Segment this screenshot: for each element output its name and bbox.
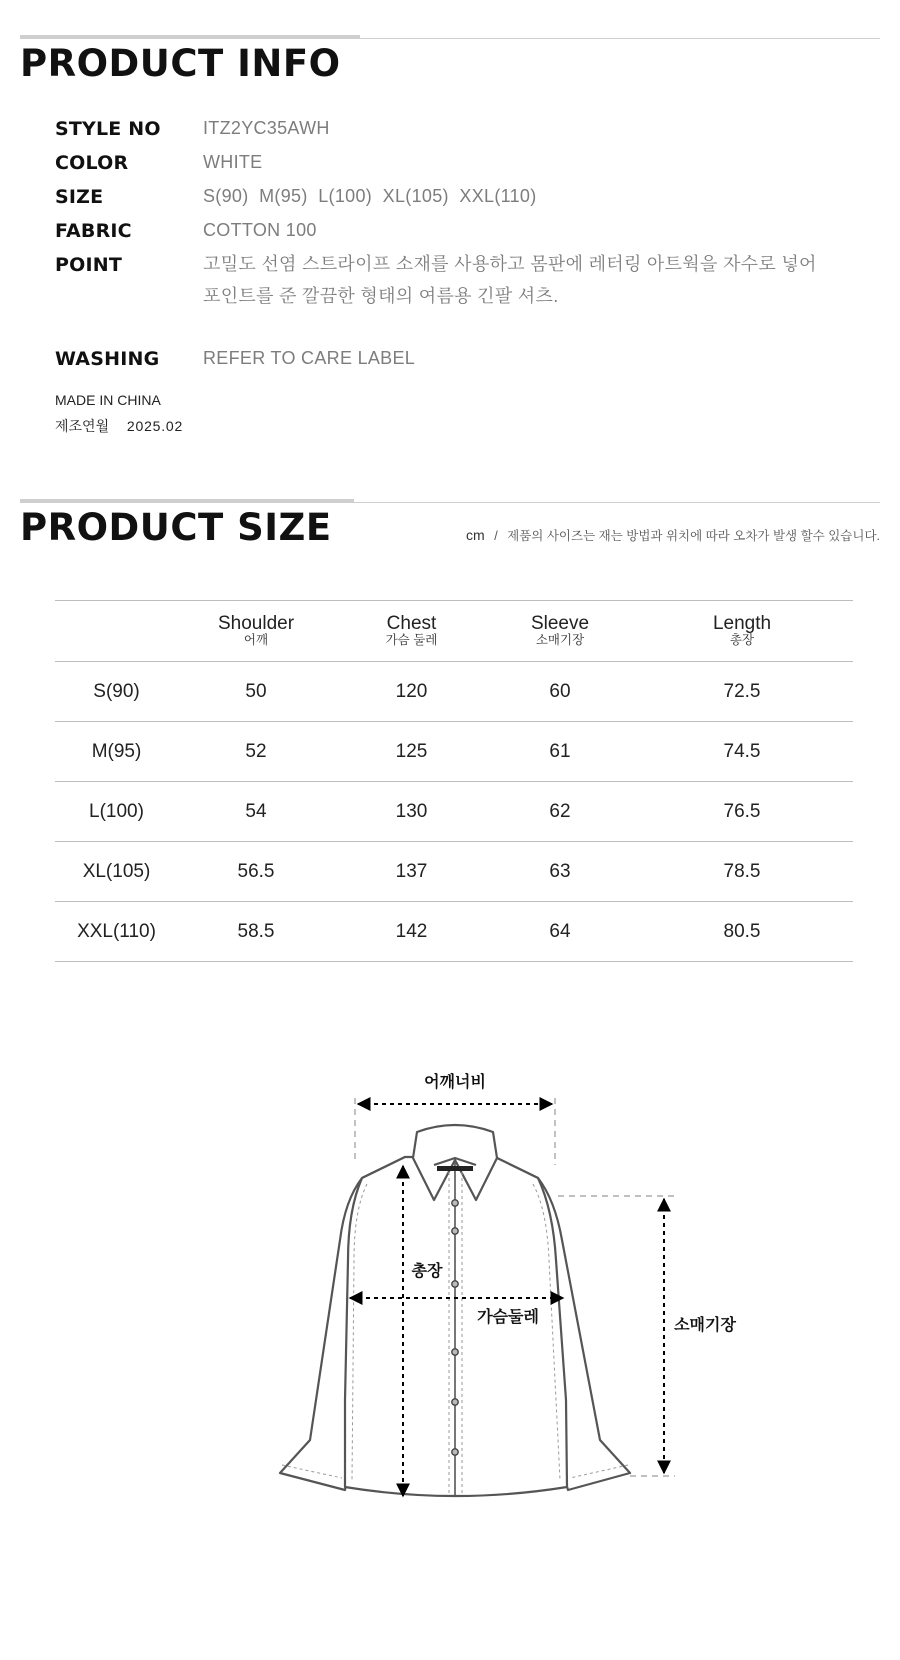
value-cell: 137 [334,842,489,902]
button-dot [452,1228,458,1234]
value-cell: 63 [489,842,631,902]
value-cell: 120 [334,662,489,722]
value-cell: 52 [178,722,334,782]
size-title-accent-bar [20,499,354,503]
table-row [55,662,853,722]
value-cell: 58.5 [178,902,334,962]
header-en: Length [712,613,772,634]
header-ko: 총장 [729,633,755,647]
info-value: COTTON 100 [203,220,317,240]
info-value-point [203,248,817,312]
size-cell: L(100) [55,782,178,842]
value-cell: 142 [334,902,489,962]
header-chest [334,601,489,662]
note-separator: / [494,529,498,543]
size-cell: M(95) [55,722,178,782]
value-cell: 64 [489,902,631,962]
table-row [55,782,853,842]
header-en: Shoulder [217,613,295,634]
value-cell: 80.5 [631,902,853,962]
point-line-1: 고밀도 선염 스트라이프 소재를 사용하고 몸판에 레터링 아트웍을 자수로 넣어 [203,254,817,274]
product-size-title: PRODUCT SIZE [20,506,332,549]
header-shoulder [178,601,334,662]
size-note [466,526,880,544]
info-row-style-no [55,118,330,144]
unit-cm: cm [466,527,485,543]
button-dot [452,1281,458,1287]
length-label: 총장 [411,1261,443,1280]
value-cell: 62 [489,782,631,842]
info-label: WASHING [55,348,160,370]
header-sleeve [489,601,631,662]
header-en: Chest [386,613,437,634]
value-cell: 72.5 [631,662,853,722]
button-dot [452,1200,458,1206]
info-row-color [55,152,263,178]
size-table-header [55,601,853,662]
shoulder-label: 어깨너비 [424,1072,486,1091]
button-dot [452,1349,458,1355]
info-row-size [55,186,537,212]
table-row [55,722,853,782]
header-en: Sleeve [530,613,590,634]
manufacture-label: 제조연월 [55,418,110,434]
chest-label: 가슴둘레 [477,1307,539,1326]
manufacture-date-line [55,416,183,436]
value-cell: 130 [334,782,489,842]
button-dot [452,1399,458,1405]
header-empty-cell [55,601,178,662]
point-line-2: 포인트를 준 깔끔한 형태의 여름용 긴팔 셔츠. [203,286,559,306]
product-info-title: PRODUCT INFO [20,42,341,85]
info-label: SIZE [55,186,104,208]
info-label: STYLE NO [55,118,161,140]
info-title-accent-bar [20,35,360,39]
value-cell: 50 [178,662,334,722]
header-ko: 가슴 둘레 [385,633,438,647]
size-cell: XL(105) [55,842,178,902]
shirt-illustration [0,1060,900,1540]
info-row-fabric [55,220,317,246]
manufacture-date: 2025.02 [126,418,184,434]
info-label: FABRIC [55,220,132,242]
header-ko: 소매기장 [535,633,585,647]
brand-tag [437,1166,473,1171]
measurement-diagram [0,1060,900,1540]
value-cell: 60 [489,662,631,722]
size-cell: S(90) [55,662,178,722]
value-cell: 125 [334,722,489,782]
size-table [55,600,853,962]
value-cell: 76.5 [631,782,853,842]
header-length [631,601,853,662]
table-row [55,842,853,902]
value-cell: 54 [178,782,334,842]
info-label: COLOR [55,152,129,174]
info-value: S(90) M(95) L(100) XL(105) XXL(110) [203,186,537,206]
size-cell: XXL(110) [55,902,178,962]
info-row-washing [55,348,415,374]
header-ko: 어깨 [243,633,269,647]
info-row-point [55,254,817,312]
value-cell: 74.5 [631,722,853,782]
size-disclaimer: 제품의 사이즈는 재는 방법과 위치에 따라 오차가 발생 할수 있습니다. [507,529,880,543]
button-dot [452,1449,458,1455]
info-value: ITZ2YC35AWH [203,118,330,138]
info-value: REFER TO CARE LABEL [203,348,416,368]
made-in: MADE IN CHINA [55,392,161,408]
info-value: WHITE [203,152,263,172]
value-cell: 78.5 [631,842,853,902]
sleeve-label: 소매기장 [674,1315,736,1334]
value-cell: 61 [489,722,631,782]
value-cell: 56.5 [178,842,334,902]
info-label: POINT [55,254,123,276]
table-row [55,902,853,962]
